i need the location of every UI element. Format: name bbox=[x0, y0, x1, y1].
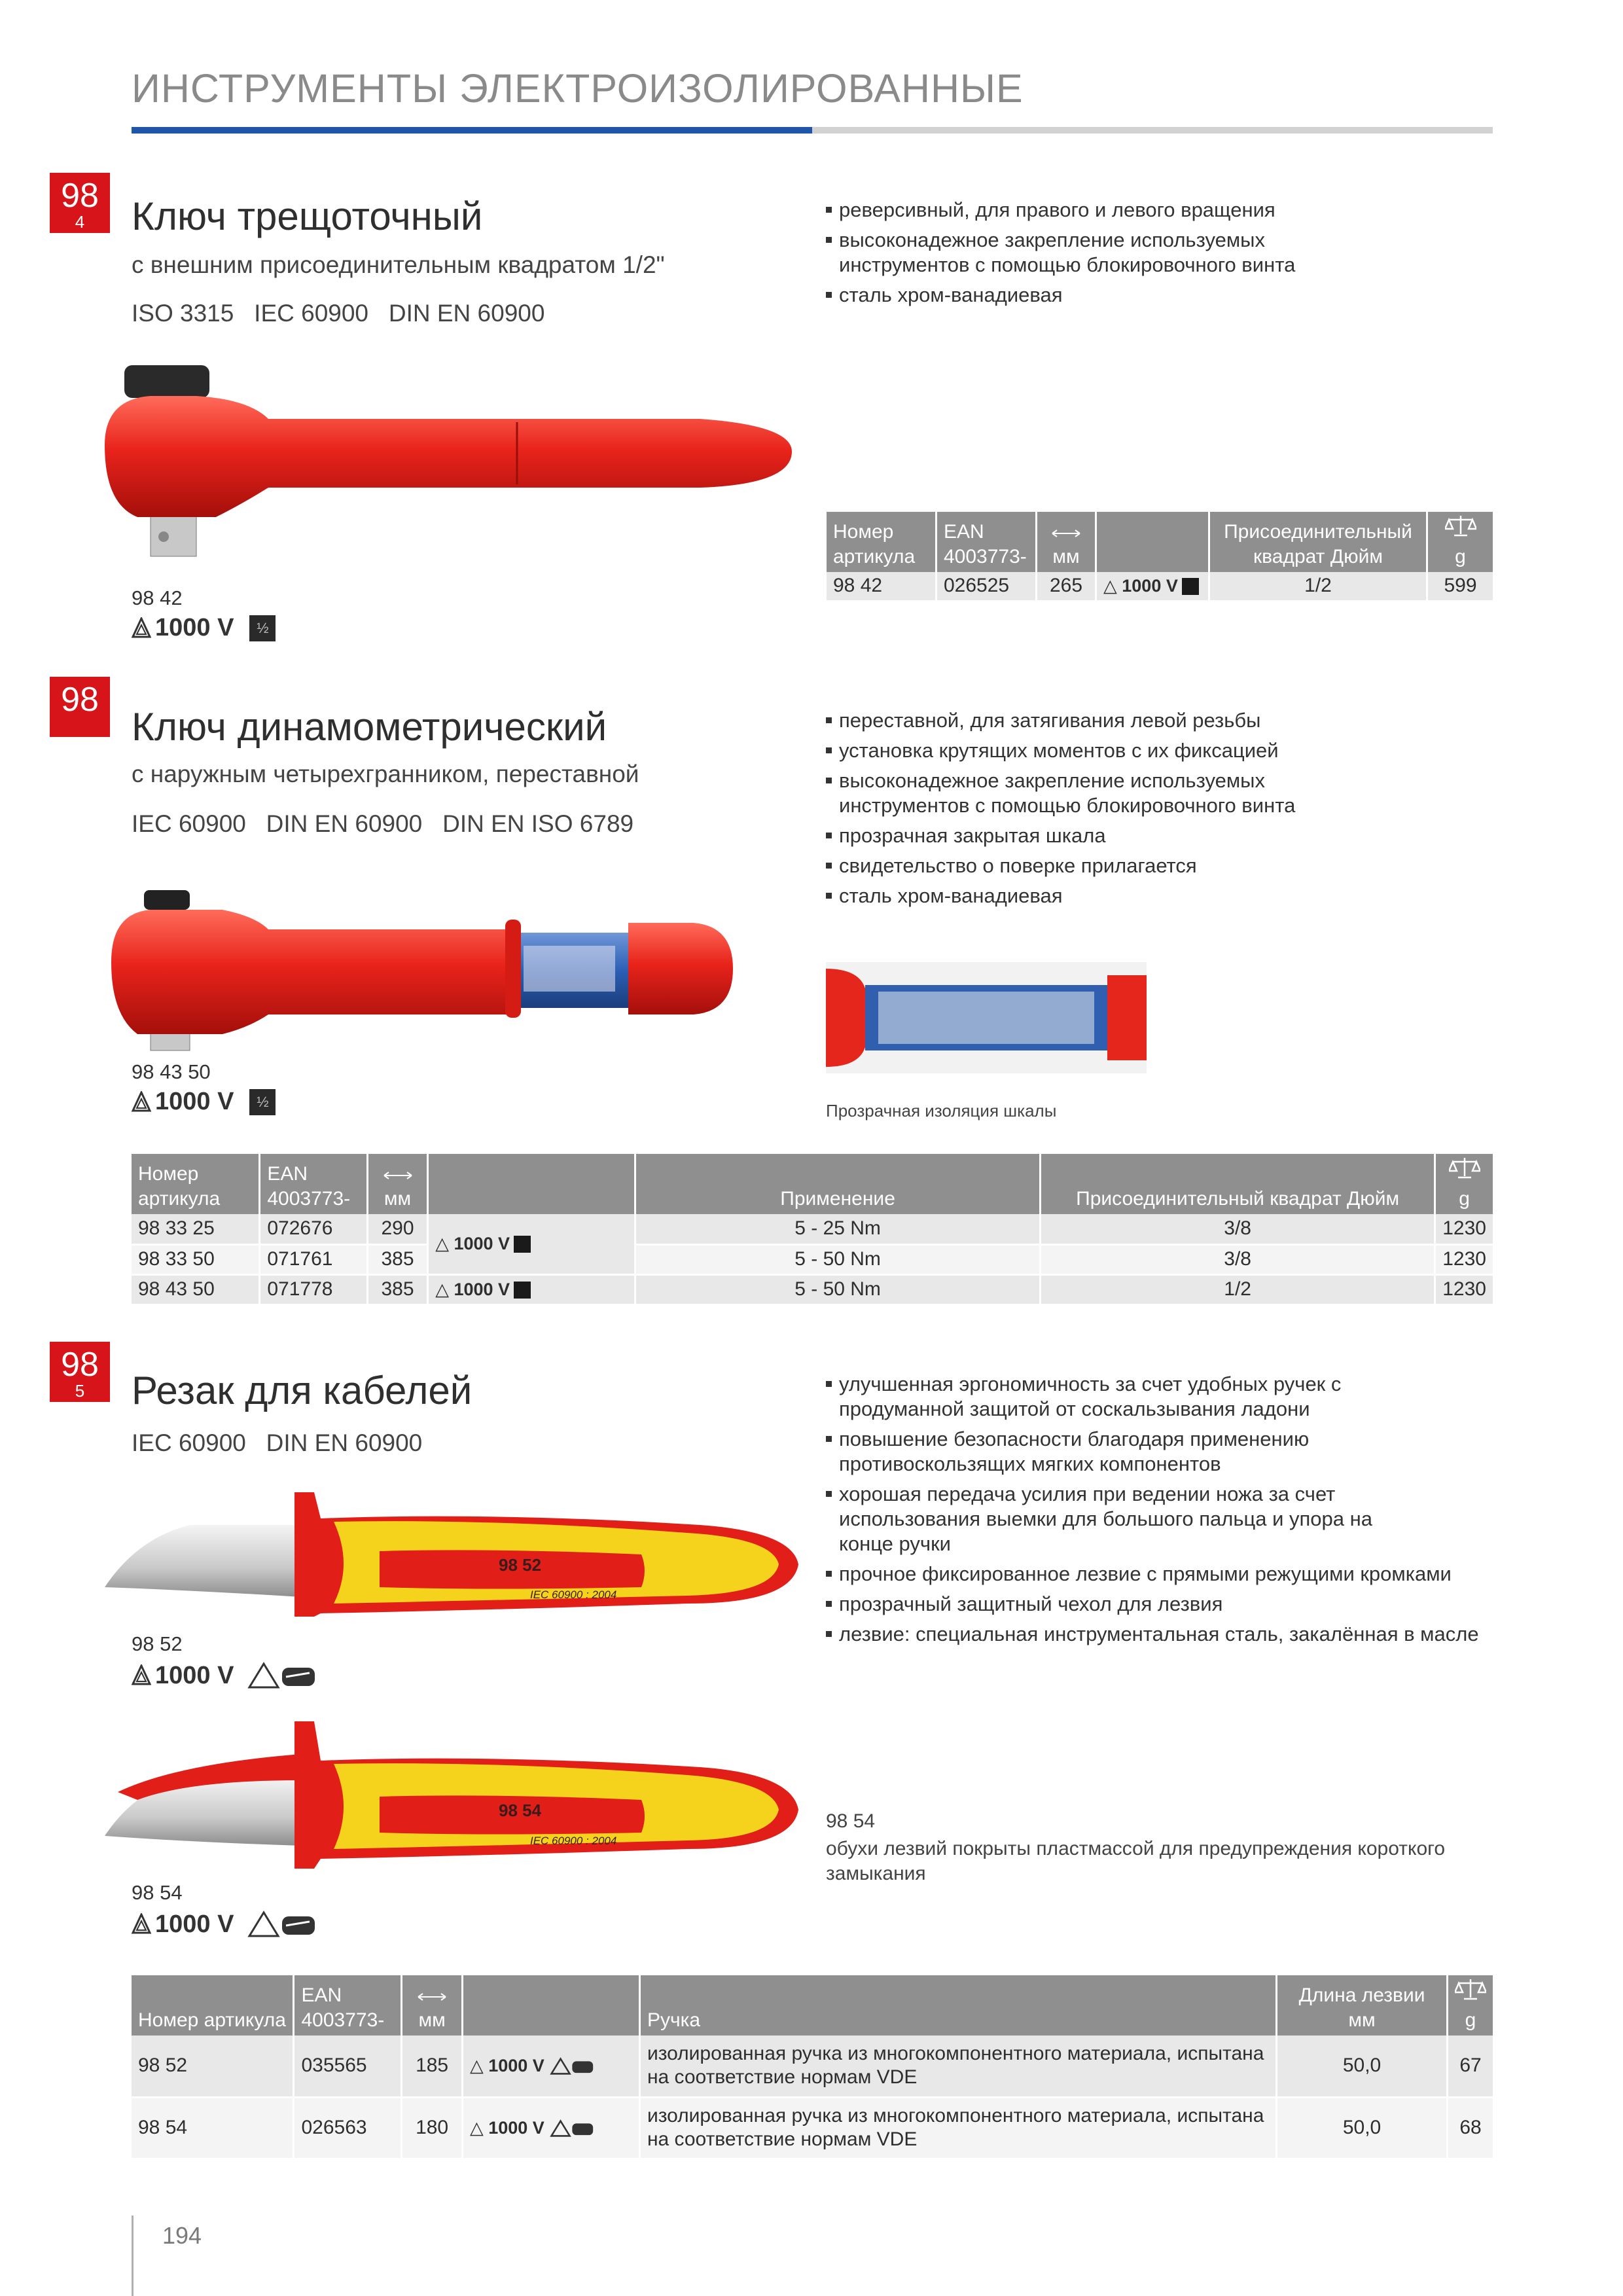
feature-item: свидетельство о поверке прилагается bbox=[826, 853, 1520, 878]
blade-guard-icon bbox=[550, 2056, 596, 2076]
table-row: 98 43 50 071778 385 △ 1000 V 5 - 50 Nm 1/2 1230 bbox=[132, 1274, 1493, 1304]
footer-divider bbox=[132, 2215, 134, 2296]
feature-item: хорошая передача усилия при ведении ножа за счет использования выемки для большого пальца и упора на конце ручки bbox=[826, 1482, 1382, 1556]
section-title: Ключ трещоточный bbox=[132, 194, 483, 238]
product-code: 98 43 50 bbox=[132, 1060, 211, 1083]
drive-square-icon: ½ bbox=[249, 1089, 276, 1115]
feature-list bbox=[826, 1372, 1520, 1652]
blade-guard-icon bbox=[550, 2119, 596, 2138]
col-header: EAN 4003773- bbox=[260, 1154, 368, 1214]
col-header: g bbox=[1427, 512, 1493, 572]
insulated-triangle-icon bbox=[132, 1091, 151, 1113]
table-row: 98 33 25 072676 290 △ 1000 V 5 - 25 Nm 3/8 1230 bbox=[132, 1214, 1493, 1244]
section-standards: IEC 60900 DIN EN 60900 DIN EN ISO 6789 bbox=[132, 810, 634, 837]
scale-weight-icon bbox=[1445, 514, 1476, 538]
feature-item: высоконадежное закрепление используемых инструментов с помощью блокировочного винта bbox=[826, 768, 1349, 818]
feature-item: сталь хром-ванадиевая bbox=[826, 283, 1376, 308]
header-rule-grey bbox=[812, 127, 1493, 134]
torque-wrench-image bbox=[105, 884, 798, 1060]
section-badge: 98 4 bbox=[50, 173, 110, 233]
ruler-arrows-icon bbox=[383, 1171, 413, 1180]
col-header: g bbox=[1435, 1154, 1493, 1214]
feature-item: прозрачная закрытая шкала bbox=[826, 823, 1520, 848]
feature-item: реверсивный, для правого и левого вращения bbox=[826, 198, 1376, 223]
product-code: 98 52 bbox=[132, 1632, 183, 1655]
feature-item: прозрачный защитный чехол для лезвия bbox=[826, 1592, 1520, 1617]
feature-item: сталь хром-ванадиевая bbox=[826, 884, 1520, 908]
ruler-arrows-icon bbox=[1051, 529, 1081, 538]
voltage-rating: 1000 V bbox=[132, 1661, 319, 1690]
feature-item: улучшенная эргономичность за счет удобных ручек с продуманной защитой от соскальзывания ладони bbox=[826, 1372, 1376, 1422]
feature-item: повышение безопасности благодаря применению противоскользящих мягких компонентов bbox=[826, 1427, 1376, 1477]
drive-square-icon bbox=[514, 1236, 531, 1253]
drive-square-icon bbox=[514, 1282, 531, 1299]
ratchet-wrench-image bbox=[98, 353, 792, 569]
feature-item: лезвие: специальная инструментальная сталь, закалённая в масле bbox=[826, 1622, 1520, 1647]
product-code: 98 54 bbox=[132, 1881, 183, 1904]
blade-guard-icon bbox=[247, 1661, 319, 1690]
col-header bbox=[1096, 512, 1209, 572]
col-header: Присоединительный квадрат Дюйм bbox=[1209, 512, 1427, 572]
insulated-triangle-icon bbox=[132, 617, 151, 639]
section-title: Ключ динамометрический bbox=[132, 705, 607, 749]
handle-print-std: IEC 60900 : 2004 bbox=[530, 1835, 617, 1847]
spec-table-torque bbox=[132, 1154, 1493, 1306]
col-header: g bbox=[1448, 1975, 1493, 2036]
table-row: 98 33 50 071761 385 5 - 50 Nm 3/8 1230 bbox=[132, 1244, 1493, 1274]
section-subtitle: с наружным четырехгранником, переставной bbox=[132, 761, 639, 787]
cable-knife-image bbox=[98, 1473, 805, 1630]
section-title: Резак для кабелей bbox=[132, 1369, 473, 1412]
section-badge: 98 bbox=[50, 677, 110, 737]
voltage-rating: 1000 V ½ bbox=[132, 614, 276, 642]
col-header: Ручка bbox=[639, 1975, 1276, 2036]
col-header: Длина лезвии мм bbox=[1277, 1975, 1448, 2036]
note-text: обухи лезвий покрыты пластмассой для предупреждения короткого замыкания bbox=[826, 1838, 1446, 1884]
feature-item: установка крутящих моментов с их фиксацией bbox=[826, 738, 1520, 763]
page-number: 194 bbox=[162, 2222, 202, 2249]
table-row: 98 42 026525 265 △ 1000 V 1/2 599 bbox=[827, 572, 1493, 601]
col-header: Присоединительный квадрат Дюйм bbox=[1041, 1154, 1435, 1214]
drive-square-icon bbox=[1182, 578, 1199, 595]
scale-weight-icon bbox=[1455, 1978, 1486, 2001]
feature-item: высоконадежное закрепление используемых инструментов с помощью блокировочного винта bbox=[826, 228, 1349, 278]
col-header: Применение bbox=[635, 1154, 1041, 1214]
product-code: 98 42 bbox=[132, 586, 183, 609]
spec-table-knife bbox=[132, 1975, 1493, 2160]
handle-print-code: 98 54 bbox=[499, 1801, 542, 1820]
section-standards: IEC 60900 DIN EN 60900 bbox=[132, 1429, 423, 1456]
col-header: Номер артикула bbox=[132, 1154, 260, 1214]
scale-weight-icon bbox=[1449, 1157, 1480, 1180]
blade-guard-icon bbox=[247, 1910, 319, 1939]
handle-print-std: IEC 60900 : 2004 bbox=[530, 1588, 617, 1601]
ruler-arrows-icon bbox=[417, 1992, 447, 2001]
col-header: мм bbox=[367, 1154, 427, 1214]
page-header-title: ИНСТРУМЕНТЫ ЭЛЕКТРОИЗОЛИРОВАННЫЕ bbox=[132, 66, 1024, 111]
section-badge: 98 5 bbox=[50, 1342, 110, 1402]
feature-list bbox=[826, 708, 1520, 914]
col-header: Номер артикула bbox=[132, 1975, 294, 2036]
insulated-triangle-icon bbox=[132, 1664, 151, 1687]
header-rule-blue bbox=[132, 127, 812, 134]
drive-square-icon: ½ bbox=[249, 615, 276, 641]
insulated-triangle-icon bbox=[132, 1913, 151, 1935]
note-code: 98 54 bbox=[826, 1810, 876, 1832]
feature-item: переставной, для затягивания левой резьбы bbox=[826, 708, 1520, 733]
scale-closeup-image bbox=[826, 962, 1147, 1073]
image-caption: Прозрачная изоляция шкалы bbox=[826, 1101, 1057, 1121]
feature-item: прочное фиксированное лезвие с прямыми режущими кромками bbox=[826, 1562, 1520, 1587]
col-header: EAN 4003773- bbox=[936, 512, 1037, 572]
col-header: Номер артикула bbox=[827, 512, 936, 572]
feature-list bbox=[826, 198, 1520, 313]
handle-print-code: 98 52 bbox=[499, 1555, 542, 1575]
cable-knife-coated-image bbox=[98, 1715, 805, 1885]
section-subtitle: с внешним присоединительным квадратом 1/2" bbox=[132, 251, 665, 278]
col-header bbox=[462, 1975, 639, 2036]
spec-table-ratchet bbox=[827, 512, 1493, 602]
voltage-rating: 1000 V ½ bbox=[132, 1088, 276, 1116]
table-row: 98 54 026563 180 △ 1000 V изолированная ручка из многокомпонентного материала, испытана на соответствие нормам VDE 50,0 68 bbox=[132, 2097, 1493, 2159]
col-header: мм bbox=[402, 1975, 463, 2036]
voltage-rating: 1000 V bbox=[132, 1910, 319, 1939]
col-header bbox=[428, 1154, 635, 1214]
section-standards: ISO 3315 IEC 60900 DIN EN 60900 bbox=[132, 300, 545, 327]
col-header: мм bbox=[1037, 512, 1096, 572]
col-header: EAN 4003773- bbox=[294, 1975, 402, 2036]
table-row: 98 52 035565 185 △ 1000 V изолированная ручка из многокомпонентного материала, испытана на соответствие нормам VDE 50,0 67 bbox=[132, 2036, 1493, 2097]
